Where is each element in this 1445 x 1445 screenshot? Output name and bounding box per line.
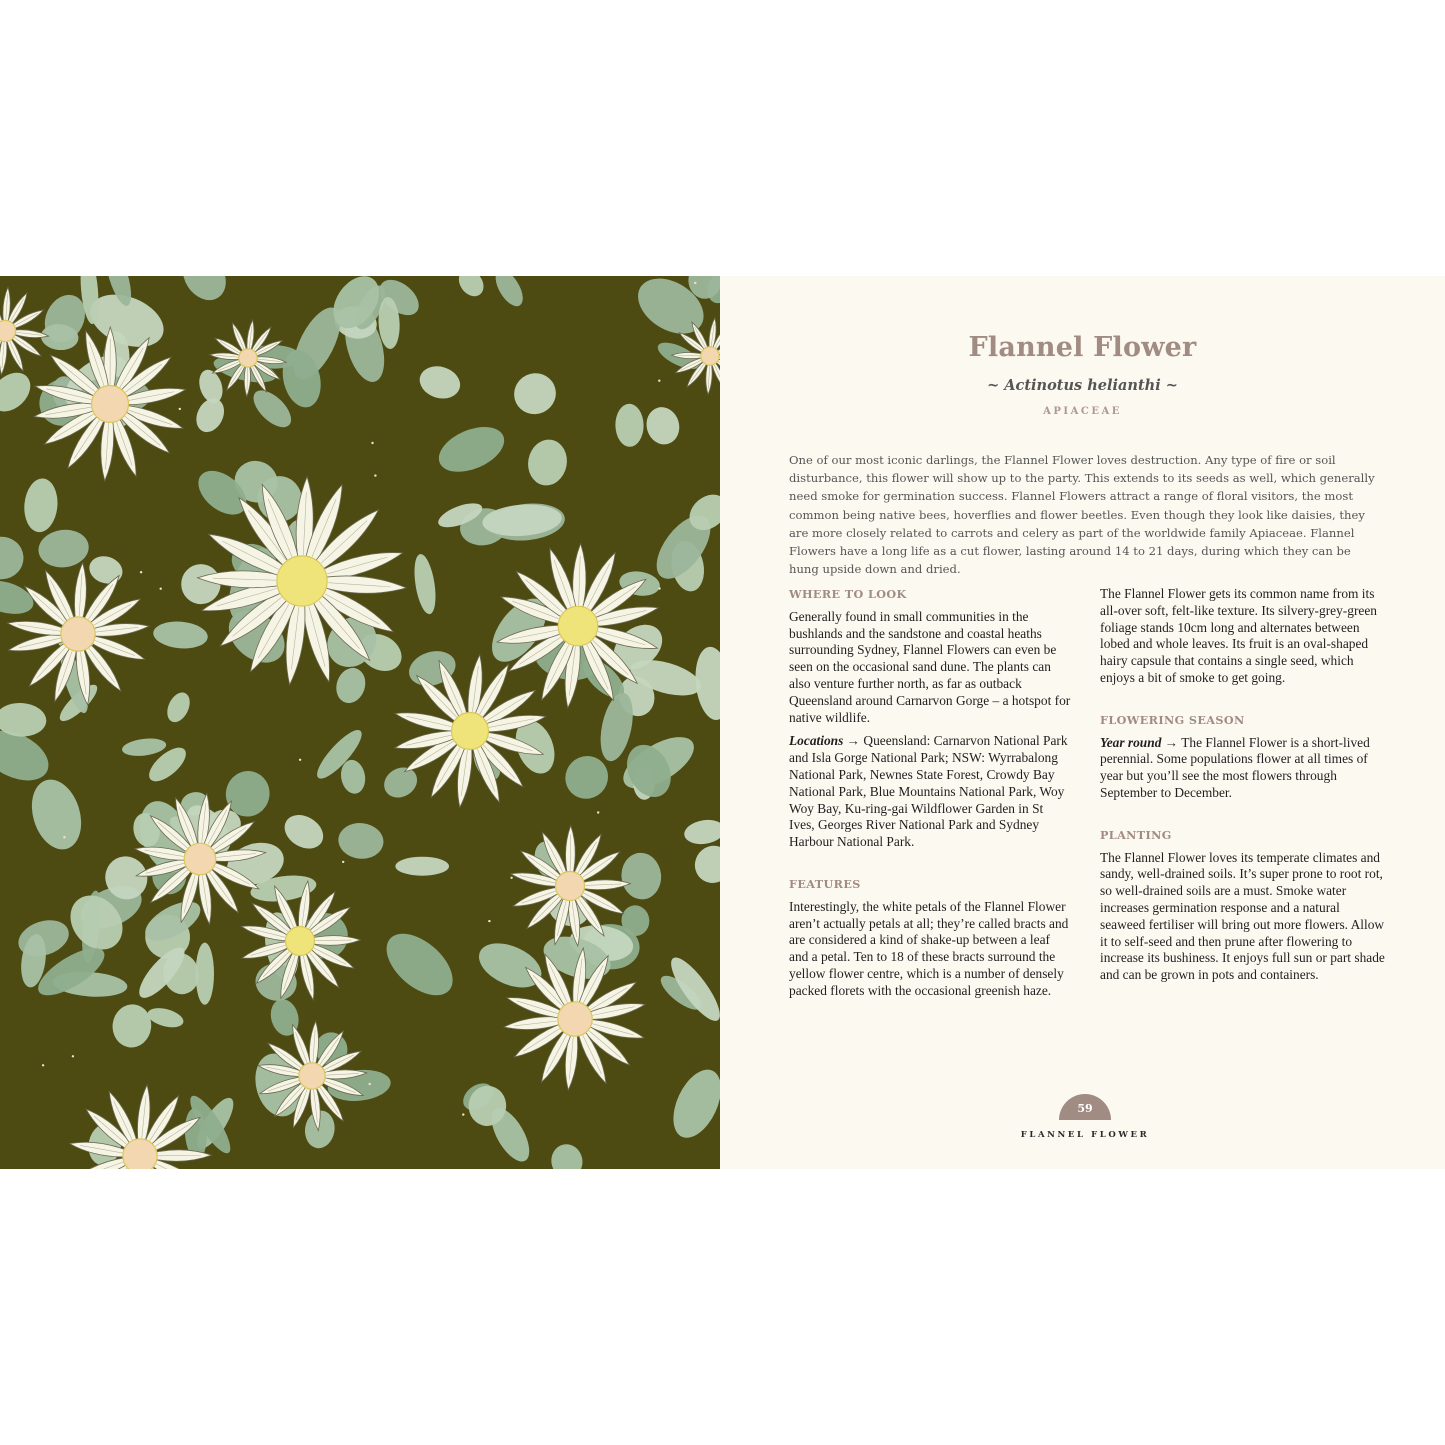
locations-paragraph xyxy=(789,733,1072,851)
foliage-leaf xyxy=(152,619,209,650)
flower-centre xyxy=(299,1063,325,1089)
foliage-leaf xyxy=(664,1062,720,1145)
foliage-leaf xyxy=(181,564,221,605)
flowering-season-heading: FLOWERING SEASON xyxy=(1100,712,1245,727)
background-speck xyxy=(658,380,660,382)
foliage-leaf xyxy=(24,773,89,855)
foliage-leaf xyxy=(0,536,25,581)
flower-centre xyxy=(452,713,489,750)
background-speck xyxy=(462,1113,464,1115)
right-column xyxy=(1100,586,1385,991)
foliage-leaf xyxy=(110,1002,154,1050)
text-page xyxy=(720,276,1445,1169)
flower-centre xyxy=(184,843,216,875)
petal-vein xyxy=(89,648,115,682)
flowering-season-arrow: → xyxy=(1161,734,1182,750)
foliage-leaf xyxy=(472,934,548,996)
flower-centre xyxy=(61,617,95,651)
background-speck xyxy=(369,1083,371,1085)
foliage-leaf xyxy=(22,477,60,533)
foliage-leaf xyxy=(146,1005,186,1031)
foliage-leaf xyxy=(163,689,194,726)
background-speck xyxy=(160,588,162,590)
foliage-leaf xyxy=(0,702,47,738)
background-speck xyxy=(63,836,65,838)
flower-centre xyxy=(701,347,719,365)
foliage-leaf xyxy=(278,808,329,855)
illustration-svg xyxy=(0,276,720,1169)
flowering-season-lead: Year round xyxy=(1100,734,1162,750)
background-speck xyxy=(694,282,696,284)
background-speck xyxy=(179,408,181,410)
page-number-badge: 59 xyxy=(1059,1094,1111,1120)
planting-body: The Flannel Flower loves its temperate climates and sandy, well-drained soils. It’s super prone to root rot, so well-drained soils are a must. Smoke water increases germination response and a natural seaweed fertiliser will bring out more flowers. Allow it to self-seed and then prune after flowering to increase its bushiness. It enjoys full sun or part shade and can be grown in pots and containers. xyxy=(1100,849,1385,983)
foliage-leaf xyxy=(642,403,684,448)
foliage-leaf xyxy=(191,394,229,437)
background-speck xyxy=(342,861,344,863)
flower-centre xyxy=(286,927,315,956)
foliage-leaf xyxy=(619,851,663,901)
foliage-leaf xyxy=(395,857,449,876)
latin-name: ~ Actinotus helianthi ~ xyxy=(987,377,1178,394)
foliage-leaf xyxy=(615,404,644,447)
background-speck xyxy=(510,877,512,879)
flower-centre xyxy=(556,872,585,901)
background-speck xyxy=(374,474,376,476)
background-speck xyxy=(597,811,599,813)
foliage-leaf xyxy=(548,1142,585,1169)
foliage-leaf xyxy=(490,276,528,311)
background-speck xyxy=(371,442,373,444)
locations-arrow: → xyxy=(843,733,864,749)
flower-centre xyxy=(123,1139,157,1169)
background-speck xyxy=(42,1064,44,1066)
foliage-leaf xyxy=(454,276,489,301)
flower-centre xyxy=(92,386,129,423)
foliage-leaf xyxy=(375,922,463,1007)
where-to-look-heading: WHERE TO LOOK xyxy=(789,587,907,601)
where-to-look-body: Generally found in small communities in the bushlands and the sandstone and coastal heaths surrounding Sydney, Flannel Flowers can even be seen on the occasional sand dune. The plants can also venture further north, as far as outback Queensland around Carnarvon Gorge – a hotspot for native wildlife. xyxy=(789,608,1071,725)
foliage-leaf xyxy=(524,436,571,489)
background-speck xyxy=(658,587,660,589)
features-body: Interestingly, the white petals of the Flannel Flower aren’t actually petals at all; they’re called bracts and are considered a kind of shake-up between a leaf and a petal. Ten to 18 of these bracts surround the yellow flower centre, which is a number of densely packed florets with the occasional greenish haze. xyxy=(789,898,1069,998)
background-speck xyxy=(72,1055,74,1057)
foliage-leaf xyxy=(174,276,234,308)
background-speck xyxy=(299,759,301,761)
foliage-leaf xyxy=(0,365,38,419)
foliage-leaf xyxy=(411,553,439,616)
flowering-season-body: The Flannel Flower is a short-lived perennial. Some populations flower at all times of year but you’ll see the most flowers through September to December. xyxy=(1100,734,1370,800)
features-heading: FEATURES xyxy=(789,876,861,891)
foliage-leaf xyxy=(337,821,386,861)
flower-centre xyxy=(277,556,327,606)
plant-family: APIACEAE xyxy=(1043,406,1122,417)
background-speck xyxy=(488,920,490,922)
flower-centre xyxy=(558,1002,592,1036)
flower-centre xyxy=(558,606,598,646)
flower-centre xyxy=(239,349,257,367)
intro-paragraph: One of our most iconic darlings, the Flannel Flower loves destruction. Any type of fire or soil disturbance, this flower will show up to the party. This extends to its seeds as well, which generally need smoke for germination success. Flannel Flowers attract a range of floral visitors, the most common being native bees, hoverflies and flower beetles. Even though they look like daisies, they are more closely related to carrots and celery as part of the worldwide family Apiaceae. Flannel Flowers have a long life as a cut flower, lasting around 14 to 21 days, during which they can be hung upside down and dried. xyxy=(789,453,1375,577)
flannel-flower-illustration xyxy=(0,276,720,1169)
petal-vein xyxy=(220,341,240,353)
flower-centre xyxy=(0,320,16,341)
flowering-season-paragraph xyxy=(1100,735,1385,802)
foliage-leaf xyxy=(432,418,511,481)
planting-heading: PLANTING xyxy=(1100,827,1172,842)
foliage-leaf xyxy=(683,817,720,847)
background-speck xyxy=(140,571,142,573)
locations-text: Queensland: Carnarvon National Park and Isla Gorge National Park; NSW: Wyrrabalong National Park, Newnes State Forest, Crowdy Bay National Park, Blue Mountains National Park, Woy Woy Bay, Ku-ring-gai Wildflower Garden in St Ives, Georges River National Park and Sydney Harbour National Park. xyxy=(789,733,1068,850)
foliage-leaf xyxy=(121,736,167,758)
book-spread xyxy=(0,276,1445,1169)
foliage-leaf xyxy=(507,366,562,421)
left-column xyxy=(789,586,1072,1007)
running-footer: FLANNEL FLOWER xyxy=(1020,1130,1150,1140)
foliage-leaf xyxy=(86,552,126,588)
page-title: Flannel Flower xyxy=(968,332,1197,363)
foliage-leaf xyxy=(688,839,720,890)
foliage-leaf xyxy=(416,361,465,403)
locations-label: Locations xyxy=(789,733,844,749)
foliage-leaf xyxy=(332,664,370,707)
features-body-continued: The Flannel Flower gets its common name from its all-over soft, felt-like texture. Its silvery-grey-green foliage stands 10cm long and alternates between lobed and whole leaves. Its fruit is an oval-shaped hairy capsule that contains a single seed, which enjoys a bit of smoke to get going. xyxy=(1100,586,1377,685)
